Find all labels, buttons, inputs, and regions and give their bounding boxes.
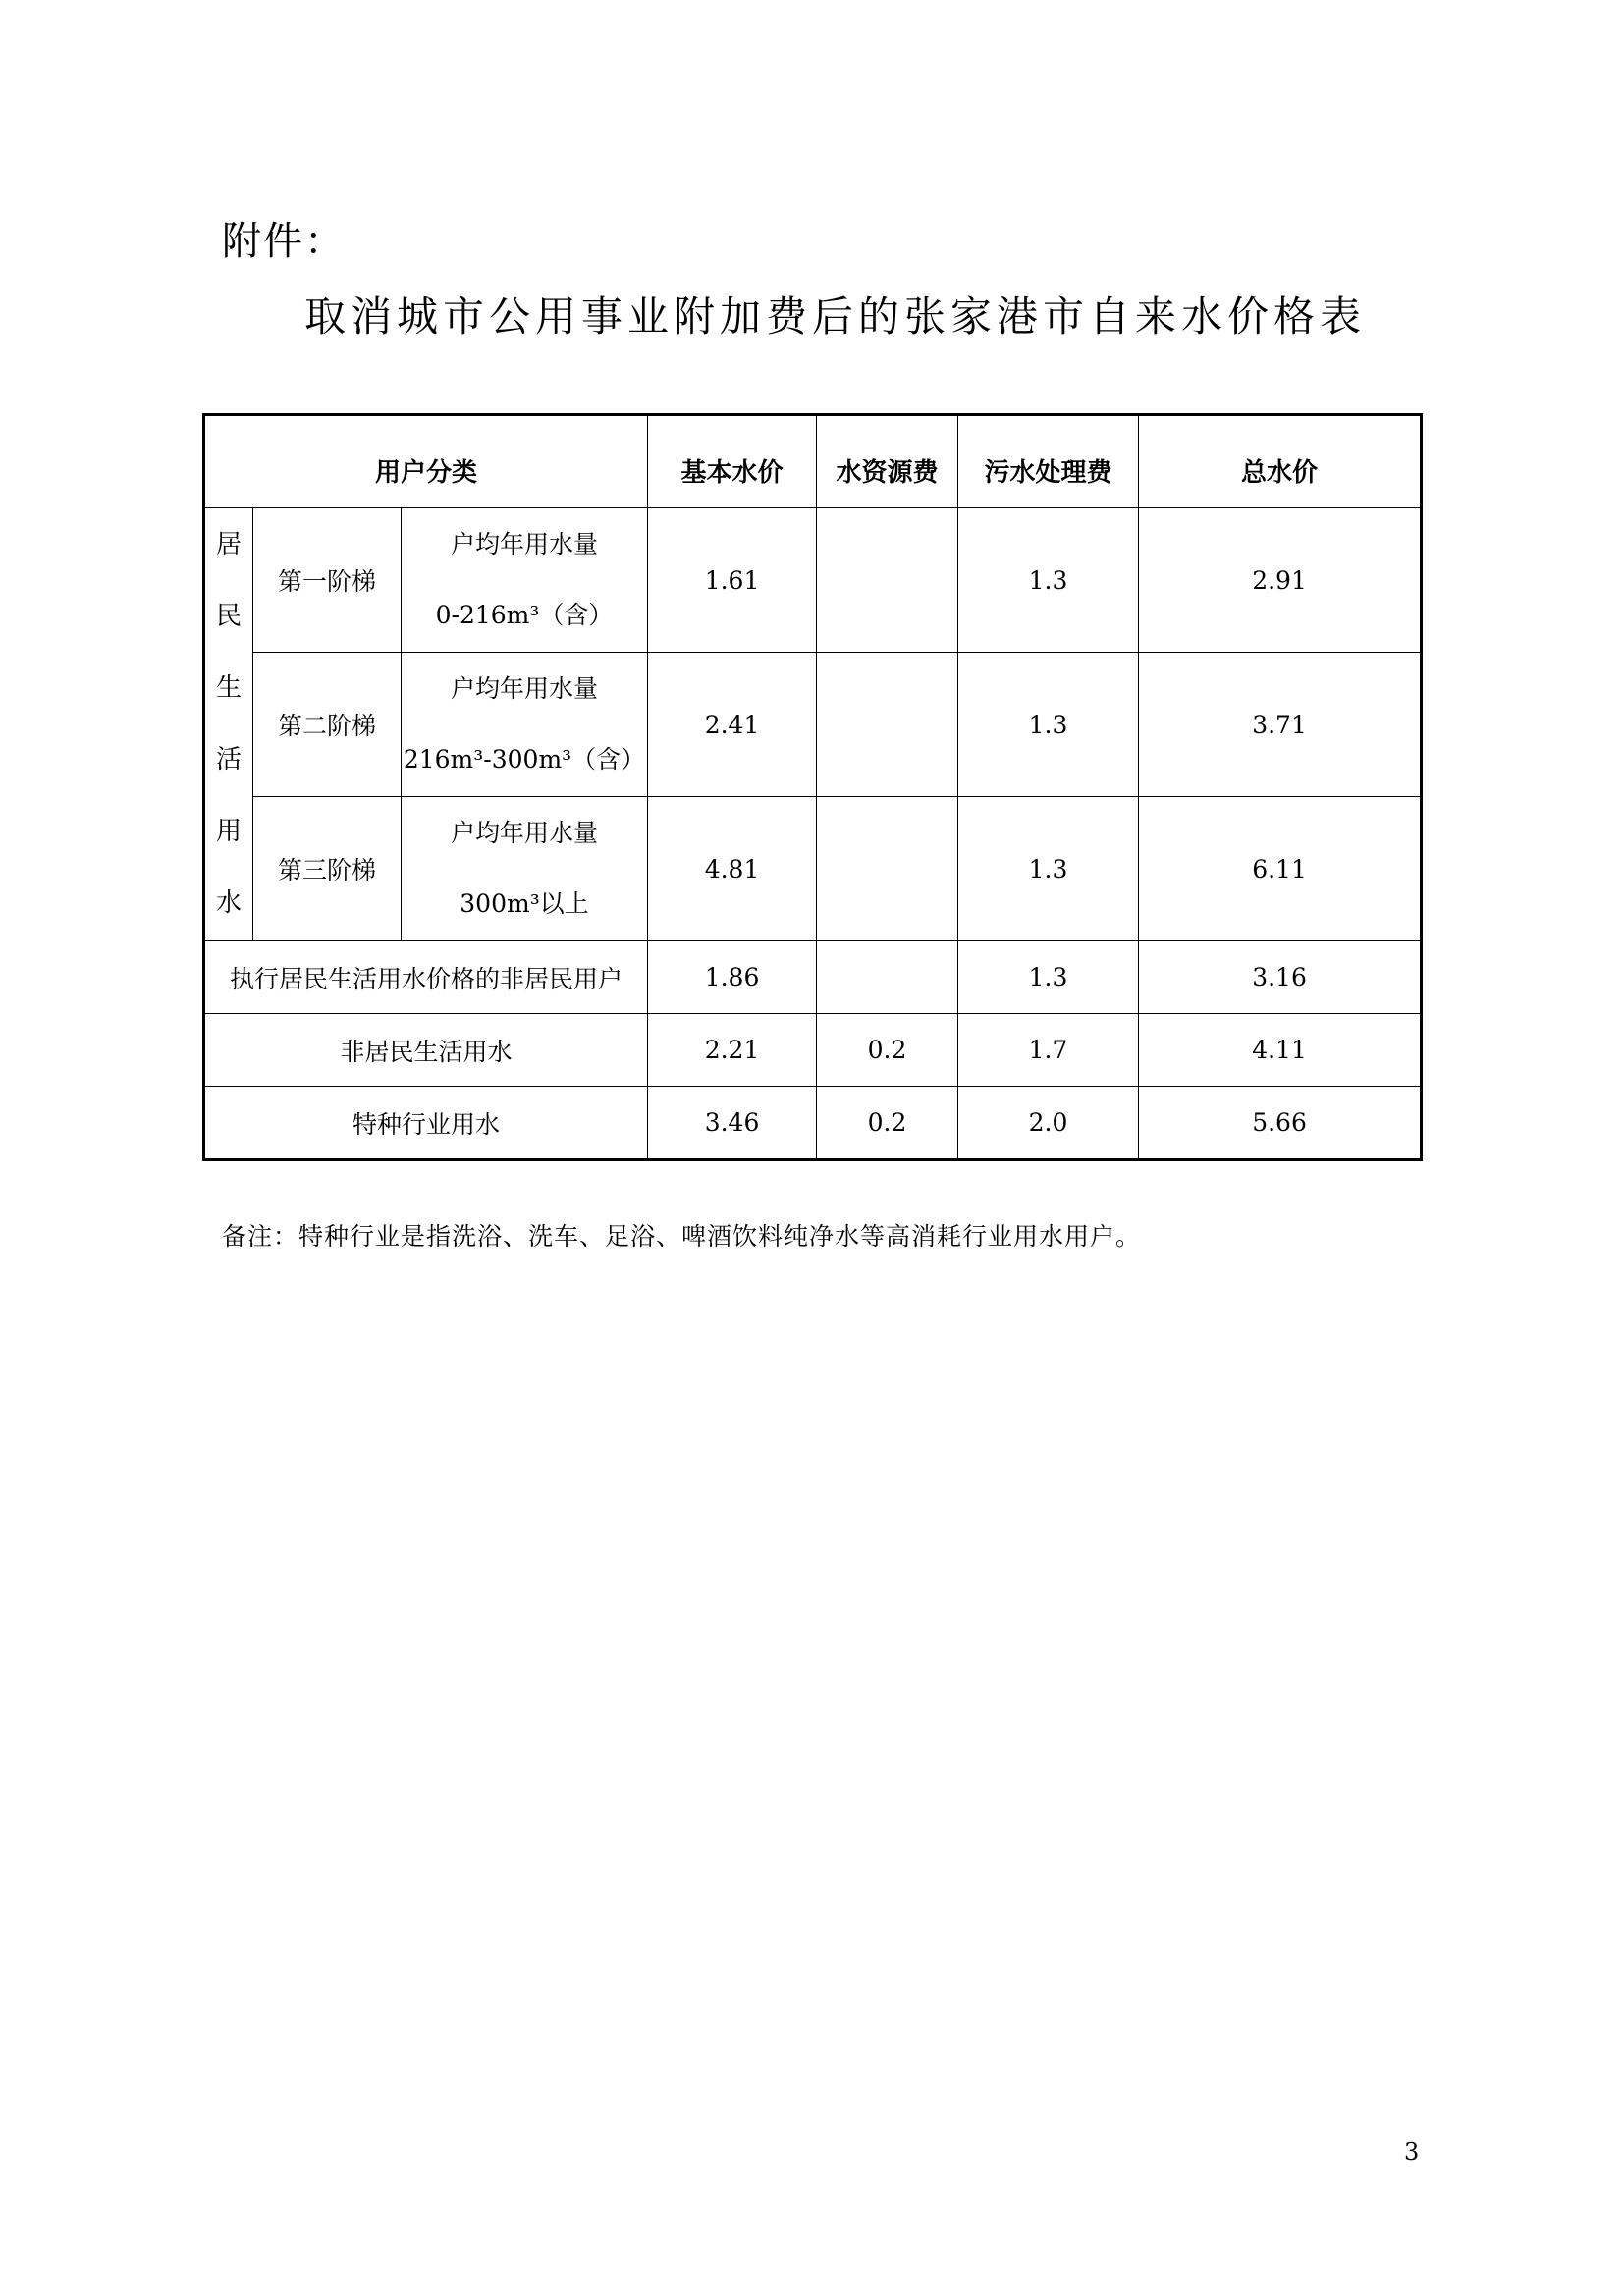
page-number: 3 xyxy=(1404,2138,1420,2165)
cell-sewage-fee: 1.3 xyxy=(958,797,1139,941)
tier-name: 第一阶梯 xyxy=(253,508,402,653)
document-title: 取消城市公用事业附加费后的张家港市自来水价格表 xyxy=(304,293,1367,341)
table-row xyxy=(204,1014,1422,1087)
footnote: 备注：特种行业是指洗浴、洗车、足浴、啤酒饮料纯净水等高消耗行业用水用户。 xyxy=(222,1222,1142,1251)
table-header-row xyxy=(204,415,1422,508)
cell-resource-fee xyxy=(817,797,958,941)
table-row-tier-2 xyxy=(204,653,1422,797)
cell-sewage-fee: 1.3 xyxy=(958,653,1139,797)
cell-sewage-fee: 1.7 xyxy=(958,1014,1139,1087)
cell-basic-price: 1.61 xyxy=(648,508,817,653)
tier-name: 第三阶梯 xyxy=(253,797,402,941)
cell-basic-price: 2.21 xyxy=(648,1014,817,1087)
header-sewage-fee: 污水处理费 xyxy=(958,415,1139,508)
table-row xyxy=(204,941,1422,1014)
cell-basic-price: 1.86 xyxy=(648,941,817,1014)
header-category: 用户分类 xyxy=(204,415,648,508)
tier-range: 户均年用水量 216m³-300m³（含） xyxy=(402,653,648,797)
header-total-price: 总水价 xyxy=(1139,415,1422,508)
cell-sewage-fee: 1.3 xyxy=(958,941,1139,1014)
water-price-table xyxy=(202,413,1423,1161)
cell-resource-fee xyxy=(817,941,958,1014)
header-resource-fee: 水资源费 xyxy=(817,415,958,508)
cell-basic-price: 3.46 xyxy=(648,1087,817,1160)
cell-basic-price: 2.41 xyxy=(648,653,817,797)
cell-basic-price: 4.81 xyxy=(648,797,817,941)
attachment-label: 附件： xyxy=(222,219,346,264)
cell-total-price: 6.11 xyxy=(1139,797,1422,941)
table-row-tier-3 xyxy=(204,797,1422,941)
tier-name: 第二阶梯 xyxy=(253,653,402,797)
cell-resource-fee: 0.2 xyxy=(817,1014,958,1087)
cell-sewage-fee: 1.3 xyxy=(958,508,1139,653)
residential-category-label: 居 民 生 活 用 水 xyxy=(204,508,253,941)
cell-resource-fee: 0.2 xyxy=(817,1087,958,1160)
row-label: 非居民生活用水 xyxy=(204,1014,648,1087)
cell-total-price: 2.91 xyxy=(1139,508,1422,653)
header-basic-price: 基本水价 xyxy=(648,415,817,508)
row-label: 特种行业用水 xyxy=(204,1087,648,1160)
table-row xyxy=(204,1087,1422,1160)
tier-range: 户均年用水量 0-216m³（含） xyxy=(402,508,648,653)
cell-total-price: 3.16 xyxy=(1139,941,1422,1014)
cell-total-price: 3.71 xyxy=(1139,653,1422,797)
row-label: 执行居民生活用水价格的非居民用户 xyxy=(204,941,648,1014)
cell-total-price: 5.66 xyxy=(1139,1087,1422,1160)
tier-range: 户均年用水量 300m³以上 xyxy=(402,797,648,941)
cell-sewage-fee: 2.0 xyxy=(958,1087,1139,1160)
table-row-tier-1 xyxy=(204,508,1422,653)
cell-total-price: 4.11 xyxy=(1139,1014,1422,1087)
cell-resource-fee xyxy=(817,653,958,797)
cell-resource-fee xyxy=(817,508,958,653)
